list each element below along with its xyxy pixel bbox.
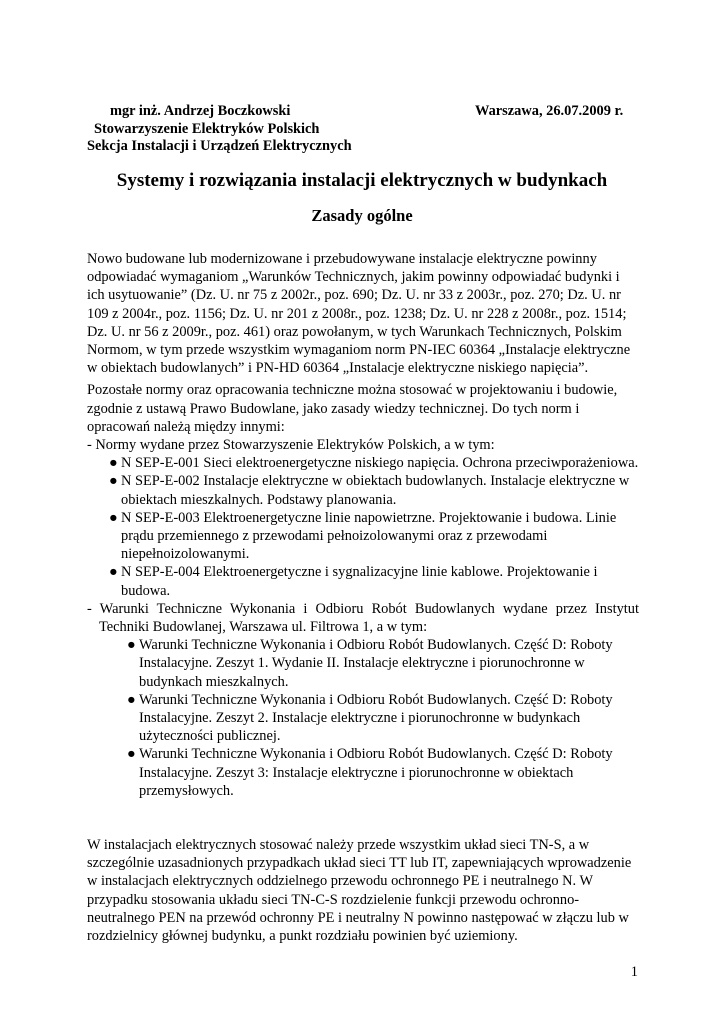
bullet-icon: ● bbox=[109, 455, 118, 472]
page-number: 1 bbox=[630, 964, 638, 980]
list-item: ● N SEP-E-002 Instalacje elektryczne w obiektach budowlanych. Instalacje elektryczne w obiektach mieszkalnych. Podstawy planowania. bbox=[109, 473, 630, 508]
list-item: ● Warunki Techniczne Wykonania i Odbioru Robót Budowlanych. Część D: Roboty Instalacyjne. Zeszyt 1. Wydanie II. Instalacje elektryczne i piorunochronne w budynkach mieszkalnych. bbox=[127, 637, 613, 690]
list-item: ● N SEP-E-001 Sieci elektroenergetyczne niskiego napięcia. Ochrona przeciwporażeniowa. bbox=[109, 455, 639, 472]
network-system-section bbox=[87, 836, 639, 945]
bullet-icon: ● bbox=[109, 564, 118, 581]
itb-conditions-list bbox=[87, 636, 639, 800]
document-subtitle: Zasady ogólne bbox=[311, 206, 413, 225]
list-item: ● N SEP-E-004 Elektroenergetyczne i sygnalizacyjne linie kablowe. Projektowanie i budowa. bbox=[109, 564, 598, 599]
intro-paragraph: Nowo budowane lub modernizowane i przebudowywane instalacje elektryczne powinny odpowiadać wymaganiom „Warunków Technicznych, jakim powinny odpowiadać budynki i ich usytuowanie” (Dz. U. nr 75 z 2002r., poz. 690; Dz. U. nr 33 z 2003r., poz. 270; Dz. U. nr 109 z 2004r., poz. 1156; Dz. U. nr 201 z 2008r., poz. 1238; Dz. U. nr 228 z 2008r., poz. 1514; Dz. U. nr 56 z 2009r., poz. 461) oraz powołanym, w tych Warunkach Technicznych, Polskim Normom, w tym przede wszystkim wymaganiom norm PN-IEC 60364 „Instalacje elektryczne w obiektach budowlanych” i PN-HD 60364 „Instalacje elektryczne niskiego napięcia”. bbox=[87, 251, 631, 377]
section-name: Sekcja Instalacji i Urządzeń Elektrycznych bbox=[87, 138, 352, 154]
standards-paragraph: Pozostałe normy oraz opracowania techniczne można stosować w projektowaniu i budowie, zgodnie z ustawą Prawo Budowlane, jako zasady wiedzy technicznej. Do tych norm i opracowań należą między innymi: bbox=[87, 382, 618, 435]
sep-standards-list bbox=[87, 454, 639, 600]
document-title: Systemy i rozwiązania instalacji elektrycznych w budynkach bbox=[116, 170, 608, 191]
list-item: ● N SEP-E-003 Elektroenergetyczne linie napowietrzne. Projektowanie i budowa. Linie prądu przemiennego z przewodami pełnoizolowanymi oraz z przewodami niepełnoizolowanymi. bbox=[109, 509, 617, 563]
organization-name: Stowarzyszenie Elektryków Polskich bbox=[94, 121, 320, 137]
sep-standards-heading: - Normy wydane przez Stowarzyszenie Elektryków Polskich, a w tym: bbox=[87, 437, 495, 454]
bullet-icon: ● bbox=[127, 691, 136, 708]
list-item: ● Warunki Techniczne Wykonania i Odbioru Robót Budowlanych. Część D: Roboty Instalacyjne. Zeszyt 3: Instalacje elektryczne i piorunochronne w obiektach przemysłowych. bbox=[127, 746, 613, 799]
bullet-icon: ● bbox=[109, 473, 118, 490]
bullet-icon: ● bbox=[109, 509, 118, 526]
list-item: ● Warunki Techniczne Wykonania i Odbioru Robót Budowlanych. Część D: Roboty Instalacyjne. Zeszyt 2. Instalacje elektryczne i piorunochronne w budynkach użyteczności publicznej. bbox=[127, 691, 613, 745]
bullet-icon: ● bbox=[127, 637, 136, 654]
author-name: mgr inż. Andrzej Boczkowski bbox=[110, 103, 291, 119]
itb-conditions-heading: - Warunki Techniczne Wykonania i Odbioru Robót Budowlanych wydane przez Instytut Techniki Budowlanej, Warszawa ul. Filtrowa 1, a w tym: bbox=[87, 600, 639, 636]
network-system-paragraph: W instalacjach elektrycznych stosować należy przede wszystkim układ sieci TN-S, a w szczególnie uzasadnionych przypadkach układ sieci TT lub IT, zapewniających wprowadzenie w instalacjach elektrycznych oddzielnego przewodu ochronnego PE i neutralnego N. W przypadku stosowania układu sieci TN-C-S rozdzielenie funkcji przewodu ochronno-neutralnego PEN na przewód ochronny PE i neutralny N powinno następować w złączu lub w rozdzielnicy głównej budynku, a punkt rozdziału powinien być uziemiony. bbox=[87, 837, 632, 945]
place-date: Warszawa, 26.07.2009 r. bbox=[475, 103, 624, 119]
bullet-icon: ● bbox=[127, 746, 136, 763]
main-content bbox=[87, 250, 639, 800]
